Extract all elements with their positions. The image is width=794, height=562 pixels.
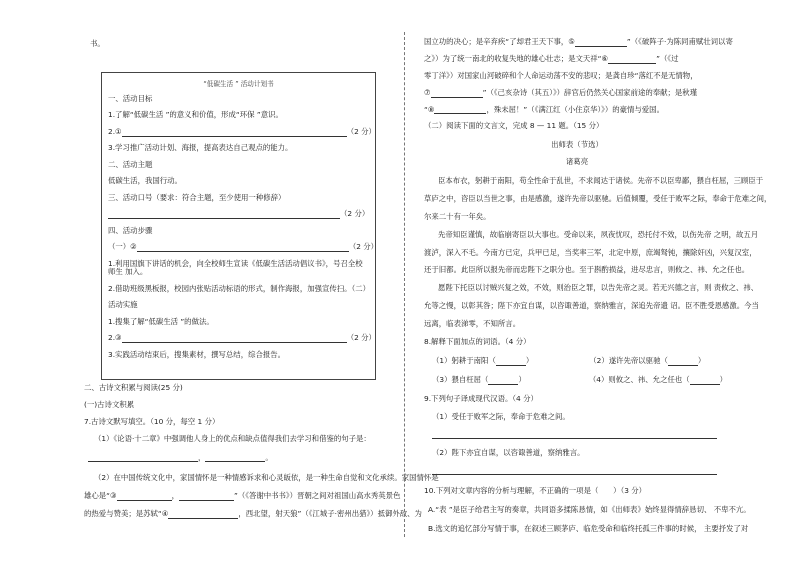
answer-blank[interactable]	[117, 500, 172, 501]
answer-blank[interactable]	[608, 63, 656, 64]
plan-title: “低碳生活 ” 活动计划书	[203, 80, 274, 88]
plan-row: 1.搜集了解“低碳生活 ”的做法。	[108, 316, 214, 326]
passage-author: 诸葛亮	[565, 157, 589, 167]
section-heading: 二、古诗文积累与阅读(25 分)	[84, 383, 183, 392]
answer-blank[interactable]	[88, 461, 198, 462]
plan-box	[101, 72, 379, 380]
answer-blank[interactable]	[690, 384, 720, 385]
question-7-2: （2）在中国传统文化中，家国情怀是一种情感诉求和心灵皈依，是一种生命自觉和文化承续。家国情怀是	[94, 473, 439, 483]
answer-blank[interactable]	[122, 342, 347, 343]
plan-row-blank: （2 分）	[108, 210, 369, 219]
plan-row: 2.借助班级黑板报，校园内张贴活动标语的形式，制作海报，加强宣传扫。（二）	[108, 283, 371, 293]
question-7-1-answer: ， 。	[84, 454, 384, 463]
passage-line: 渡泸，深入不毛。今南方已定，兵甲已足，当奖率三军，北定中原，庶竭驽钝，攘除奸凶，兴复汉室，	[424, 247, 757, 257]
plan-row-blank: 2.③ （2 分）	[108, 333, 376, 343]
reading-section-heading: （二）阅读下面的文言文，完成 8 — 11 题。（15 分）	[424, 121, 604, 131]
question-9-1: （1）受任于败军之际，奉命于危难之间。	[432, 412, 570, 422]
question-7-2-b: 雄心是“③ ， ”（《答谢中书书》）晋朝之间对祖国山高水秀英景色	[84, 491, 401, 501]
plan-row: 三、活动口号（要求：符合主题，至少使用一种修辞）	[108, 192, 286, 202]
question-7: 7.古诗文默写填空。（10 分，每空 1 分）	[84, 416, 220, 426]
question-8-row: （3）猥自枉屈（ ） （4）则攸之、祎、允之任也（ ）	[432, 374, 728, 384]
passage-line: 愿陛下托臣以讨贼兴复之效，不效，则治臣之罪，以告先帝之灵。若无兴德之言，则 责攸之、祎、	[438, 283, 759, 293]
plan-row: 四、活动步骤	[108, 225, 153, 235]
right-line-5: “⑧ ，殊未屈！”（《满江红（小住京华）》）的豪情与爱国。	[424, 104, 664, 114]
passage-line: 草庐之中，咨臣以当世之事，由是感激，遂许先帝以驱驰。后值倾覆，受任于败军之际，奉命于危难之间，	[424, 193, 772, 203]
left-lower	[84, 383, 439, 519]
top-char: 书。	[90, 39, 105, 48]
answer-blank[interactable]	[205, 461, 265, 462]
right-column	[424, 30, 772, 534]
answer-blank[interactable]	[122, 136, 347, 137]
passage-title: 出师表（节选）	[551, 140, 603, 150]
question-10-option-b[interactable]: B.选文的追忆部分写情于事，在叙述三顾茅庐、临危受命和临终托孤三件事的时候， 主要抒发了对	[428, 523, 749, 533]
question-8: 8.解释下面加点的词语。（4 分）	[424, 336, 531, 346]
answer-line[interactable]	[432, 430, 717, 439]
answer-blank[interactable]	[168, 518, 238, 519]
question-9-2: （2）陛下亦宜自谋，以咨诹善道，察纳雅言。	[432, 448, 585, 458]
plan-row: 活动实施	[108, 300, 138, 310]
question-9-2-answer	[424, 466, 730, 475]
plan-row: 3.实践活动结束后，搜集素材，撰写总结，综合报告。	[108, 349, 286, 359]
plan-row: 1.了解“低碳生活 ”的意义和价值，形成“环保 ”意识。	[108, 110, 283, 120]
answer-blank[interactable]	[108, 218, 340, 219]
section-subheading: (一)古诗文积累	[84, 399, 135, 409]
passage-line: 允等之慢，以彰其咎；陛下亦宜自谋，以咨诹善道，察纳雅言，深追先帝遗 诏。臣不胜受恩感激。今当	[424, 301, 759, 311]
answer-blank[interactable]	[575, 46, 627, 47]
plan-row: 低碳生活，我国行动。	[108, 176, 182, 186]
answer-blank[interactable]	[668, 365, 698, 366]
plan-row-blank: （一）② （2 分）	[108, 242, 379, 252]
right-line-4: ⑦ ”（《己亥杂诗（其五）》）辞官后仍然关心国家前途的奉献；是秋瑾	[424, 87, 698, 97]
passage-line: 远离，临表涕零，不知所言。	[424, 319, 521, 328]
passage-line: 还于旧都。此臣所以报先帝而忠陛下之职分也。至于斟酌损益，进尽忠言，则攸之、祎、允之任也。	[424, 265, 750, 275]
passage-line: 尔来二十有一年矣。	[424, 211, 491, 221]
plan-row: 二、活动主题	[108, 159, 153, 169]
answer-blank[interactable]	[496, 365, 526, 366]
right-line-3: 零丁洋》）对国家山河破碎和个人命运动荡不安的悲叹；是龚自珍“落红不是无情物，	[424, 70, 698, 80]
answer-blank[interactable]	[179, 500, 234, 501]
column-divider	[404, 32, 405, 537]
right-line-2: 之》）为了统一南北的收复失地的雄心壮志；是文天祥“⑥ ”（《过	[424, 53, 679, 63]
question-10-option-a[interactable]: A.“表 ”是臣子给君主写的奏章，共同语多揉陈恳情，如《出师表》始终显得情辞恳切、 不卑不亢。	[428, 505, 751, 514]
question-9-1-answer	[424, 430, 730, 439]
question-7-1: （1）《论语·十二章》中强调他人身上的优点和缺点值得我们去学习和借鉴的句子是：	[94, 433, 371, 443]
passage-line: 臣本布衣，躬耕于南阳，苟全性命于乱世，不求闻达于诸侯。先帝不以臣卑鄙，猥自枉屈，三顾臣于	[438, 176, 764, 185]
answer-line[interactable]	[432, 466, 717, 475]
plan-row: 3.学习推广活动计划、海报，提高表达自己观点的能力。	[108, 143, 293, 153]
question-9: 9.下列句子译成现代汉语。（4 分）	[424, 393, 538, 403]
answer-blank[interactable]	[137, 251, 349, 252]
plan-row: 1.利用国旗下讲话的机会，向全校师生宣读《低碳生活活动倡议书》，号召全校师生 加入。	[108, 258, 363, 277]
right-line-1: 国立功的决心；是辛弃疾“了却君王天下事，⑤ ”（《破阵子·为陈同甫赋壮词以寄	[424, 37, 733, 46]
answer-blank[interactable]	[434, 113, 486, 114]
question-10: 10.下列对文章内容的分析与理解，不正确的一项是（ ）（3 分）	[424, 486, 647, 496]
plan-row-blank: 2.① （2 分）	[108, 126, 376, 136]
question-8-row: （1）躬耕于南阳（ ） （2）遂许先帝以驱驰（ ）	[432, 355, 706, 365]
plan-row: 一、活动目标	[108, 93, 153, 103]
question-7-2-c: 的热爱与赞美；是苏轼“④ ，西北望，射天狼”（《江城子·密州出猎》）抵御外敌、为	[84, 509, 422, 519]
answer-blank[interactable]	[488, 384, 518, 385]
answer-blank[interactable]	[431, 97, 483, 98]
passage-line: 先帝知臣谨慎，故临崩寄臣以大事也。受命以来，夙夜忧叹，恐托付不效，以伤先帝 之明，故五月	[438, 229, 759, 239]
